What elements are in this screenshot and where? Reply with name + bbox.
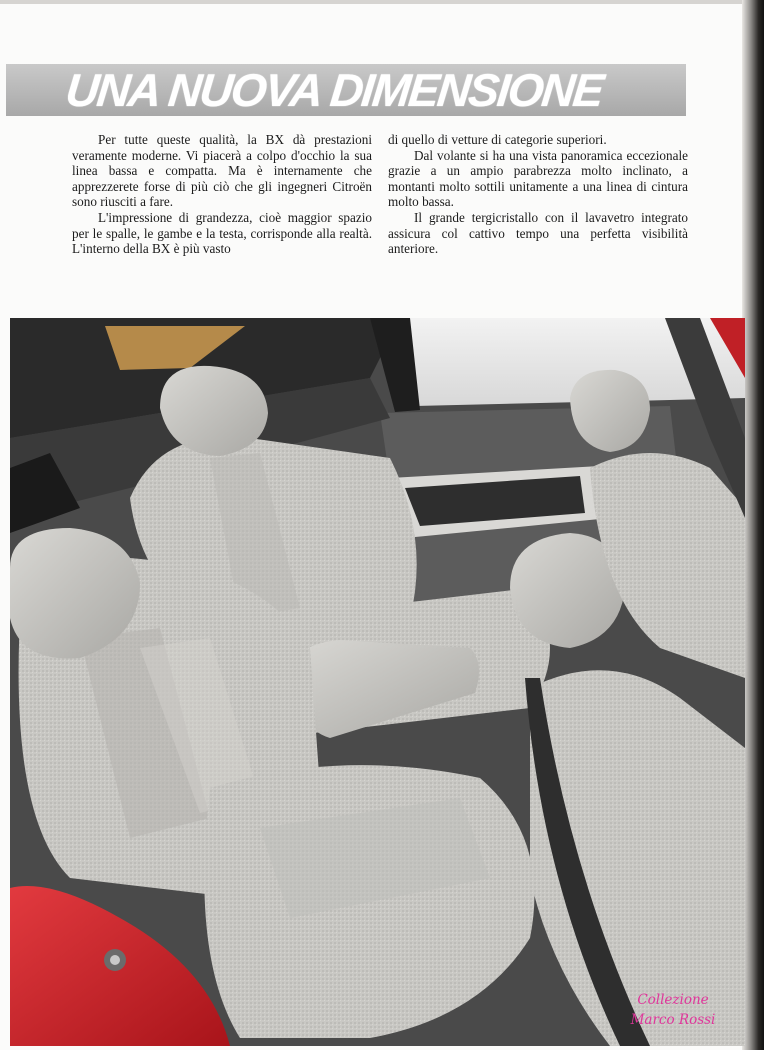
page-top-edge [0,0,742,4]
paragraph: Il grande tergicristallo con il lavavetro integrato assicura col cattivo tempo una perfetta visibilità anteriore. [388,209,688,257]
text-column-left [72,132,372,257]
watermark [610,990,736,1030]
paragraph: Dal volante si ha una vista panoramica eccezionale grazie a un ampio parabrezza molto inclinato, a montanti molto sottili unitamente a una linea di cintura molto bassa. [388,147,688,210]
paragraph: Per tutte queste qualità, la BX dà prestazioni veramente moderne. Vi piacerà a colpo d'occhio la sua linea bassa e compatta. Ma è internamente che apprezzerete forse di più ciò che gli ingegneri Citroën sono riusciti a fare. [72,132,372,210]
binding-shadow [742,0,764,1050]
watermark-line: Marco Rossi [630,1012,716,1028]
watermark-line: Collezione [637,992,709,1008]
paragraph: di quello di vetture di categorie superiori. [388,132,607,147]
paragraph: L'impressione di grandezza, cioè maggior spazio per le spalle, le gambe e la testa, corrisponde alla realtà. L'interno della BX è più vasto [72,209,372,257]
text-column-right [388,132,688,257]
page-title: UNA NUOVA DIMENSIONE [63,64,605,116]
interior-photo [10,318,745,1046]
